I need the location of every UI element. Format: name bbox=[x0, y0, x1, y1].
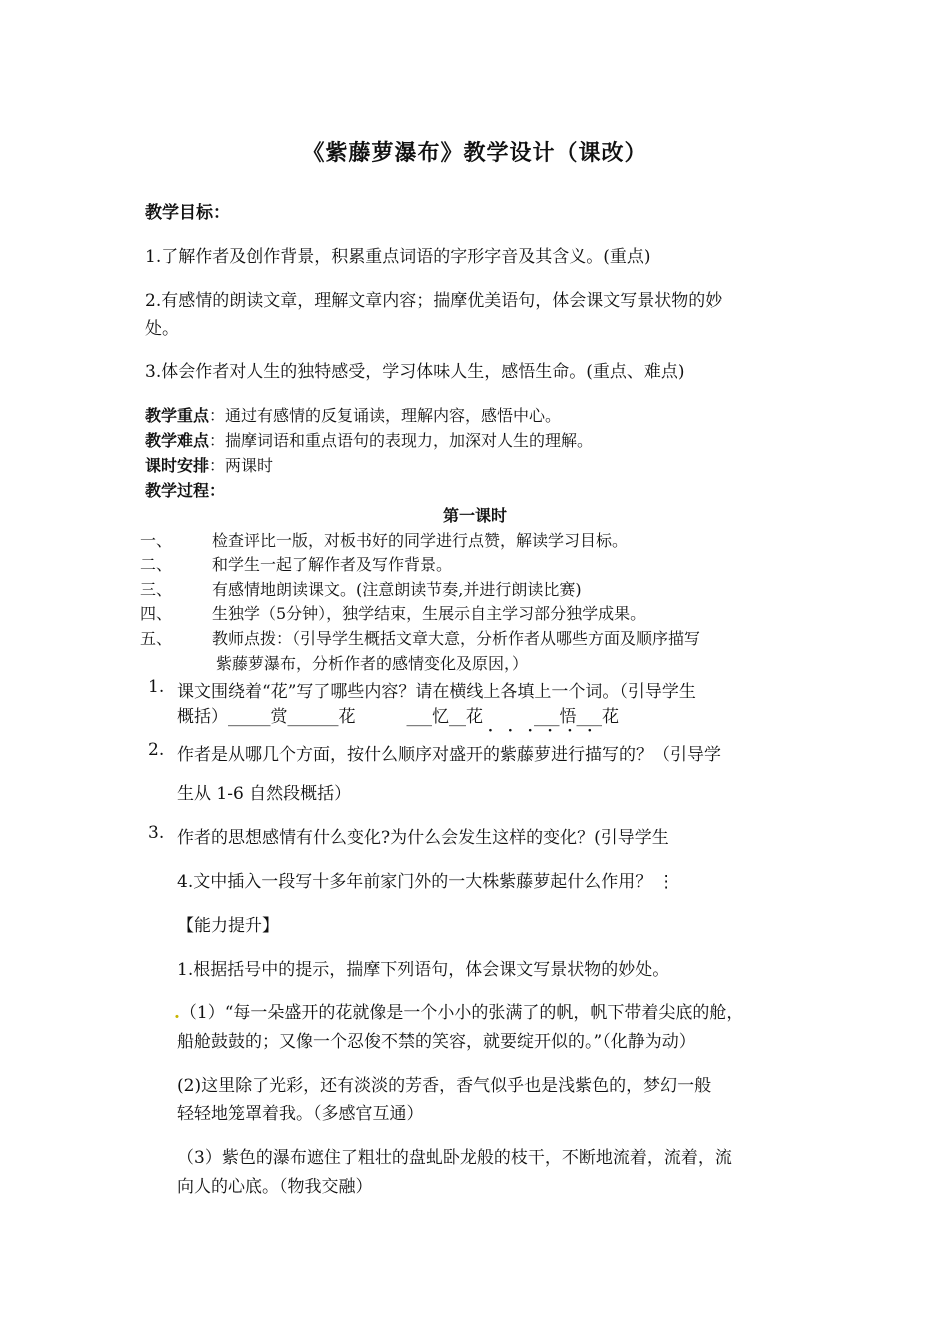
page-title: 《紫藤萝瀑布》教学设计（课改） bbox=[302, 140, 648, 166]
sentence-1-line2: 船舱鼓鼓的；又像一个忍俊不禁的笑容，就要绽开似的。”（化静为动） bbox=[177, 1032, 696, 1052]
schedule-label: 课时安排 bbox=[145, 456, 210, 475]
question-num-2: 2. bbox=[148, 740, 165, 760]
sentence-1-text: （1）“每一朵盛开的花就像是一个小小的张满了的帆，帆下带着尖底的舱， bbox=[179, 1003, 744, 1023]
sentence-1-mark: . bbox=[174, 1003, 180, 1023]
question-4: 4.文中插入一段写十多年前家门外的一大株紫藤萝起什么作用？ ⋮ bbox=[177, 872, 675, 892]
difficult-point-text: ：揣摩词语和重点语句的表现力，加深对人生的理解。 bbox=[209, 431, 594, 450]
step-text-1: 检查评比一版，对板书好的同学进行点赞，解读学习目标。 bbox=[212, 531, 629, 550]
step-num-4: 四、 bbox=[140, 604, 173, 623]
question-3-line1: 作者的思想感情有什么变化?为什么会发生这样的变化？(引导学生 bbox=[177, 828, 669, 848]
key-point-label: 教学重点 bbox=[145, 406, 210, 425]
question-2-line2: 生从 1-6 自然段概括） bbox=[177, 784, 352, 804]
step-text-4: 生独学（5分钟），独学结束，生展示自主学习部分独学成果。 bbox=[212, 604, 647, 623]
step-num-3: 三、 bbox=[140, 580, 173, 599]
step-num-2: 二、 bbox=[140, 555, 173, 574]
key-point bbox=[145, 403, 561, 426]
question-num-3: 3. bbox=[148, 823, 165, 843]
step-text-3: 有感情地朗读课文。(注意朗读节奏,并进行朗读比赛) bbox=[212, 580, 582, 599]
sentence-1-line1 bbox=[174, 998, 743, 1023]
difficult-point-label: 教学难点 bbox=[145, 431, 210, 450]
question-num-1: 1. bbox=[148, 677, 165, 697]
goal-item-2: 2.有感情的朗读文章，理解文章内容；揣摩优美语句，体会课文写景状物的妙 bbox=[145, 291, 723, 311]
difficult-point bbox=[145, 428, 593, 451]
step-text-5-cont: 紫藤萝瀑布，分析作者的感情变化及原因，） bbox=[216, 654, 529, 673]
goal-item-2-cont: 处。 bbox=[145, 319, 179, 339]
process-heading: 教学过程： bbox=[145, 481, 226, 500]
schedule bbox=[145, 453, 273, 476]
step-num-1: 一、 bbox=[140, 531, 173, 550]
question-2-line1: 作者是从哪几个方面，按什么顺序对盛开的紫藤萝进行描写的？（引导学 bbox=[177, 745, 721, 765]
sentence-3-line1: （3）紫色的瀑布遮住了粗壮的盘虬卧龙般的枝干，不断地流着，流着，流 bbox=[177, 1148, 732, 1168]
question-1-line1: 课文围绕着“花”写了哪些内容？请在横线上各填上一个词。（引导学生 bbox=[177, 682, 696, 702]
step-num-5: 五、 bbox=[140, 629, 173, 648]
sentence-2-line1: (2)这里除了光彩，还有淡淡的芳香，香气似乎也是浅紫色的，梦幻一般 bbox=[177, 1076, 712, 1096]
goal-item-1: 1.了解作者及创作背景，积累重点词语的字形字音及其含义。(重点) bbox=[145, 247, 651, 267]
step-text-2: 和学生一起了解作者及写作背景。 bbox=[212, 555, 453, 574]
key-point-text: ：通过有感情的反复诵读，理解内容，感悟中心。 bbox=[209, 406, 562, 425]
ability-heading: 【能力提升】 bbox=[177, 916, 279, 936]
sentence-2-line2: 轻轻地笼罩着我。（多感官互通） bbox=[177, 1104, 424, 1124]
step-text-5: 教师点拨：（引导学生概括文章大意，分析作者从哪些方面及顺序描写 bbox=[212, 629, 701, 648]
question-1-line2: 概括）_____赏______花 ___忆__花 ___悟___花 bbox=[177, 707, 619, 727]
ability-intro: 1.根据括号中的提示，揣摩下列语句，体会课文写景状物的妙处。 bbox=[177, 960, 670, 980]
sentence-3-line2: 向人的心底。（物我交融） bbox=[177, 1177, 373, 1197]
lesson-heading: 第一课时 bbox=[442, 506, 507, 525]
emphasis-dots: ······ bbox=[488, 723, 608, 739]
goal-item-3: 3.体会作者对人生的独特感受，学习体味人生，感悟生命。(重点、难点) bbox=[145, 362, 685, 382]
goals-heading: 教学目标： bbox=[145, 203, 230, 223]
schedule-text: ：两课时 bbox=[209, 456, 274, 475]
